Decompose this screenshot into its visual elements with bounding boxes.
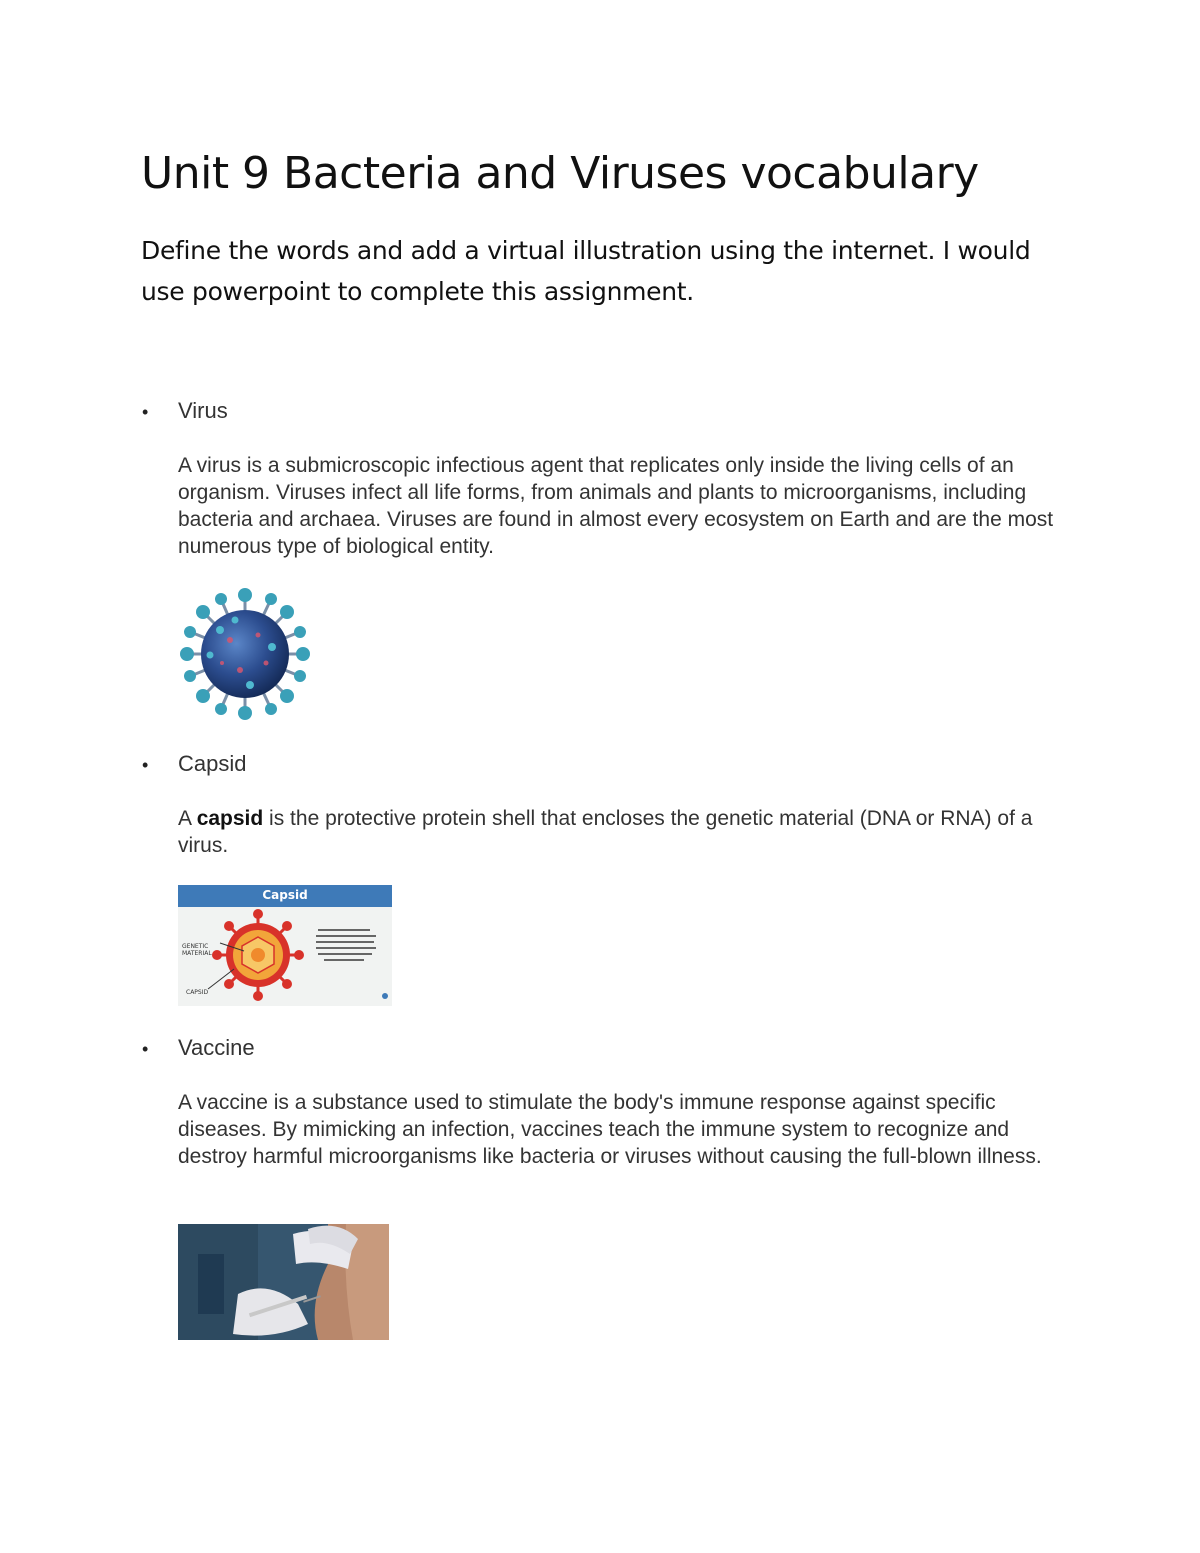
definition-capsid [178, 805, 1068, 859]
definition-capsid-suffix: is the protective protein shell that encloses the genetic material (DNA or RNA) of a virus. [178, 807, 1033, 857]
definition-capsid-prefix: A [178, 807, 197, 830]
capsid-label-capsid: CAPSID [186, 989, 209, 996]
virus-illustration [180, 585, 310, 723]
vaccine-illustration [178, 1224, 389, 1340]
term-virus: Virus [178, 398, 228, 423]
bullet-icon: • [142, 1039, 149, 1059]
capsid-illustration [178, 885, 392, 1006]
capsid-label-genetic: GENETIC MATERIAL [182, 943, 212, 957]
term-capsid: Capsid [178, 751, 247, 776]
bullet-icon: • [142, 755, 149, 775]
page-subtitle: Define the words and add a virtual illustration using the internet. I would use powerpoint to complete this assignment. [141, 236, 1031, 306]
capsid-image-heading: Capsid [262, 888, 308, 902]
definition-capsid-bold: capsid [196, 807, 264, 830]
definition-vaccine: A vaccine is a substance used to stimulate the body's immune response against specific diseases. By mimicking an infection, vaccines teach the immune system to recognize and destroy harmful microorganisms like bacteria or viruses without causing the full-blown illness. [178, 1091, 1042, 1168]
term-vaccine: Vaccine [178, 1035, 255, 1060]
page-title: Unit 9 Bacteria and Viruses vocabulary [141, 148, 979, 199]
definition-virus: A virus is a submicroscopic infectious agent that replicates only inside the living cells of an organism. Viruses infect all life forms, from animals and plants to microorganisms, including bacteria and archaea. Viruses are found in almost every ecosystem on Earth and are the most numerous type of biological entity. [178, 454, 1054, 558]
bullet-icon: • [142, 402, 149, 422]
